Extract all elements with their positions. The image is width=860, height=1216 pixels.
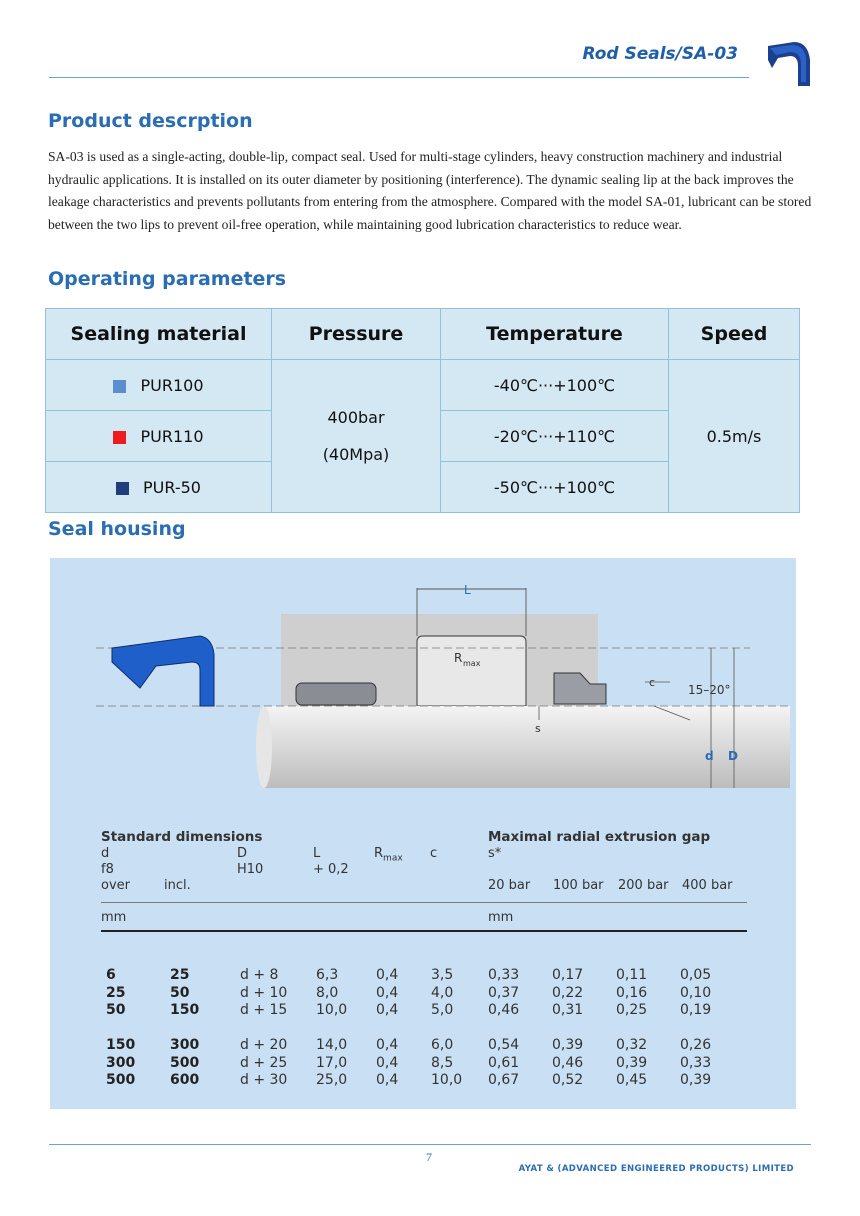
material-swatch bbox=[113, 431, 126, 444]
dimension-cell-c: 10,0 bbox=[431, 1072, 463, 1088]
pressure-value: 400bar bbox=[327, 408, 385, 427]
dimension-cell-incl: 150 bbox=[170, 1002, 200, 1018]
dimension-cell-g200: 0,32 bbox=[616, 1037, 648, 1053]
guide-ring bbox=[296, 683, 376, 705]
wiper-seal bbox=[554, 673, 606, 704]
dimension-cell-over: 500 bbox=[106, 1072, 136, 1088]
dimension-cell-g100: 0,46 bbox=[552, 1055, 584, 1071]
dimension-cell-g400: 0,26 bbox=[680, 1037, 712, 1053]
footer-divider bbox=[49, 1144, 811, 1145]
dimension-cell-g200: 0,45 bbox=[616, 1072, 648, 1088]
dimension-cell-L: 17,0 bbox=[316, 1055, 348, 1071]
label-rmax-sub: max bbox=[463, 659, 481, 668]
column-header: Speed bbox=[669, 309, 800, 360]
dimension-cell-incl: 300 bbox=[170, 1037, 200, 1053]
material-cell bbox=[46, 462, 272, 513]
table-header-row bbox=[46, 309, 800, 360]
column-header: Temperature bbox=[441, 309, 669, 360]
dimension-cell-g20: 0,67 bbox=[488, 1072, 520, 1088]
dimension-cell-over: 300 bbox=[106, 1055, 136, 1071]
dimension-cell-g20: 0,46 bbox=[488, 1002, 520, 1018]
operating-parameters-heading: Operating parameters bbox=[48, 268, 287, 290]
header-divider bbox=[49, 77, 749, 78]
company-name: AYAT & (ADVANCED ENGINEERED PRODUCTS) LIMITED bbox=[518, 1164, 794, 1174]
dimension-cell-g20: 0,54 bbox=[488, 1037, 520, 1053]
dimension-cell-c: 3,5 bbox=[431, 967, 454, 983]
dimension-cell-D: d + 25 bbox=[240, 1055, 288, 1071]
dimension-cell-g100: 0,31 bbox=[552, 1002, 584, 1018]
dimension-cell-g100: 0,22 bbox=[552, 985, 584, 1001]
pressure-cell bbox=[272, 360, 441, 513]
speed-cell: 0.5m/s bbox=[669, 360, 800, 513]
col-f8: f8 bbox=[101, 862, 114, 877]
col-s: s* bbox=[488, 846, 502, 861]
dimension-cell-g400: 0,39 bbox=[680, 1072, 712, 1088]
label-rmax: R bbox=[454, 651, 463, 665]
dimension-cell-incl: 25 bbox=[170, 967, 190, 983]
dimension-cell-rmax: 0,4 bbox=[376, 985, 399, 1001]
material-name: PUR110 bbox=[140, 426, 204, 446]
col-D: D bbox=[237, 846, 248, 861]
col-incl: incl. bbox=[164, 878, 191, 893]
dimension-cell-over: 6 bbox=[106, 967, 116, 983]
col-20bar: 20 bar bbox=[488, 878, 531, 893]
dimension-cell-rmax: 0,4 bbox=[376, 967, 399, 983]
dimension-cell-L: 10,0 bbox=[316, 1002, 348, 1018]
dimension-cell-rmax: 0,4 bbox=[376, 1072, 399, 1088]
dimension-cell-g100: 0,39 bbox=[552, 1037, 584, 1053]
col-400bar: 400 bar bbox=[682, 878, 733, 893]
label-d: d bbox=[705, 749, 714, 763]
dimension-cell-g200: 0,16 bbox=[616, 985, 648, 1001]
col-H10: H10 bbox=[237, 862, 264, 877]
dimension-cell-c: 6,0 bbox=[431, 1037, 454, 1053]
dimension-cell-D: d + 8 bbox=[240, 967, 279, 983]
col-100bar: 100 bar bbox=[553, 878, 604, 893]
dimension-cell-incl: 50 bbox=[170, 985, 190, 1001]
material-name: PUR-50 bbox=[143, 477, 201, 497]
col-d: d bbox=[101, 846, 110, 861]
dimension-cell-g200: 0,25 bbox=[616, 1002, 648, 1018]
dimension-cell-incl: 500 bbox=[170, 1055, 200, 1071]
material-name: PUR100 bbox=[140, 375, 204, 395]
dimension-cell-over: 25 bbox=[106, 985, 126, 1001]
temperature-cell: -40℃···+100℃ bbox=[441, 360, 669, 411]
label-L: L bbox=[464, 583, 471, 597]
dimension-cell-D: d + 30 bbox=[240, 1072, 288, 1088]
dimension-cell-L: 6,3 bbox=[316, 967, 339, 983]
dimension-cell-D: d + 20 bbox=[240, 1037, 288, 1053]
dimension-cell-g400: 0,19 bbox=[680, 1002, 712, 1018]
col-L-tol: + 0,2 bbox=[313, 862, 349, 877]
dimension-cell-c: 8,5 bbox=[431, 1055, 454, 1071]
dimension-cell-D: d + 15 bbox=[240, 1002, 288, 1018]
pressure-mpa-value: (40Mpa) bbox=[322, 445, 390, 464]
dimension-cell-incl: 600 bbox=[170, 1072, 200, 1088]
dimension-cell-g400: 0,10 bbox=[680, 985, 712, 1001]
unit-left: mm bbox=[101, 910, 127, 925]
table-row bbox=[46, 360, 800, 411]
seal-housing-diagram bbox=[50, 558, 796, 818]
groove-outline bbox=[417, 636, 526, 706]
product-description-heading: Product descrption bbox=[48, 110, 253, 132]
label-D: D bbox=[728, 749, 738, 763]
dimension-cell-L: 14,0 bbox=[316, 1037, 348, 1053]
material-swatch bbox=[113, 380, 126, 393]
column-header: Sealing material bbox=[46, 309, 272, 360]
dimension-cell-c: 4,0 bbox=[431, 985, 454, 1001]
dimension-cell-g200: 0,11 bbox=[616, 967, 648, 983]
column-header: Pressure bbox=[272, 309, 441, 360]
seal-profile-logo-icon bbox=[764, 40, 812, 88]
dimension-cell-g100: 0,52 bbox=[552, 1072, 584, 1088]
material-cell bbox=[46, 360, 272, 411]
page-number: 7 bbox=[426, 1150, 432, 1164]
dimension-cell-L: 25,0 bbox=[316, 1072, 348, 1088]
dimension-cell-over: 50 bbox=[106, 1002, 126, 1018]
dimension-cell-g20: 0,61 bbox=[488, 1055, 520, 1071]
dimension-cell-g200: 0,39 bbox=[616, 1055, 648, 1071]
standard-dimensions-heading: Standard dimensions bbox=[101, 829, 263, 845]
label-angle: 15–20° bbox=[688, 683, 731, 697]
col-L: L bbox=[313, 846, 321, 861]
label-s: s bbox=[535, 722, 541, 735]
dimension-cell-L: 8,0 bbox=[316, 985, 339, 1001]
product-description-text: SA-03 is used as a single-acting, double-lip, compact seal. Used for multi-stage cylinders, heavy construction machinery and industrial hydraulic applications. It is installed on its outer diameter by positioning (interference). The dynamic sealing lip at the back improves the leakage characteristics and prevents pollutants from entering from the atmosphere. Compared with the model SA-01, lubricant can be stored between the two lips to prevent oil-free operation, while maintaining good lubrication characteristics to reduce wear. bbox=[48, 149, 812, 232]
col-rmax: $R_{max}$ bbox=[374, 846, 403, 864]
seal-housing-heading: Seal housing bbox=[48, 518, 186, 540]
col-200bar: 200 bar bbox=[618, 878, 669, 893]
dimension-cell-rmax: 0,4 bbox=[376, 1002, 399, 1018]
dimension-cell-D: d + 10 bbox=[240, 985, 288, 1001]
dimension-cell-over: 150 bbox=[106, 1037, 136, 1053]
dimension-cell-g20: 0,33 bbox=[488, 967, 520, 983]
temperature-cell: -50℃···+100℃ bbox=[441, 462, 669, 513]
dimension-cell-c: 5,0 bbox=[431, 1002, 454, 1018]
unit-right: mm bbox=[488, 910, 514, 925]
dimension-cell-g400: 0,33 bbox=[680, 1055, 712, 1071]
dimension-cell-rmax: 0,4 bbox=[376, 1055, 399, 1071]
extrusion-gap-heading: Maximal radial extrusion gap bbox=[488, 829, 711, 845]
col-over: over bbox=[101, 878, 130, 893]
material-cell bbox=[46, 411, 272, 462]
label-c: c bbox=[649, 676, 656, 689]
dimension-cell-rmax: 0,4 bbox=[376, 1037, 399, 1053]
seal-profile bbox=[112, 636, 214, 706]
col-c: c bbox=[430, 846, 438, 861]
dimension-cell-g100: 0,17 bbox=[552, 967, 584, 983]
dimension-cell-g400: 0,05 bbox=[680, 967, 712, 983]
seal-housing-panel bbox=[50, 558, 796, 1109]
operating-parameters-table bbox=[45, 308, 800, 513]
dimension-cell-g20: 0,37 bbox=[488, 985, 520, 1001]
temperature-cell: -20℃···+110℃ bbox=[441, 411, 669, 462]
material-swatch bbox=[116, 482, 129, 495]
page-header-title: Rod Seals/SA-03 bbox=[582, 44, 738, 64]
